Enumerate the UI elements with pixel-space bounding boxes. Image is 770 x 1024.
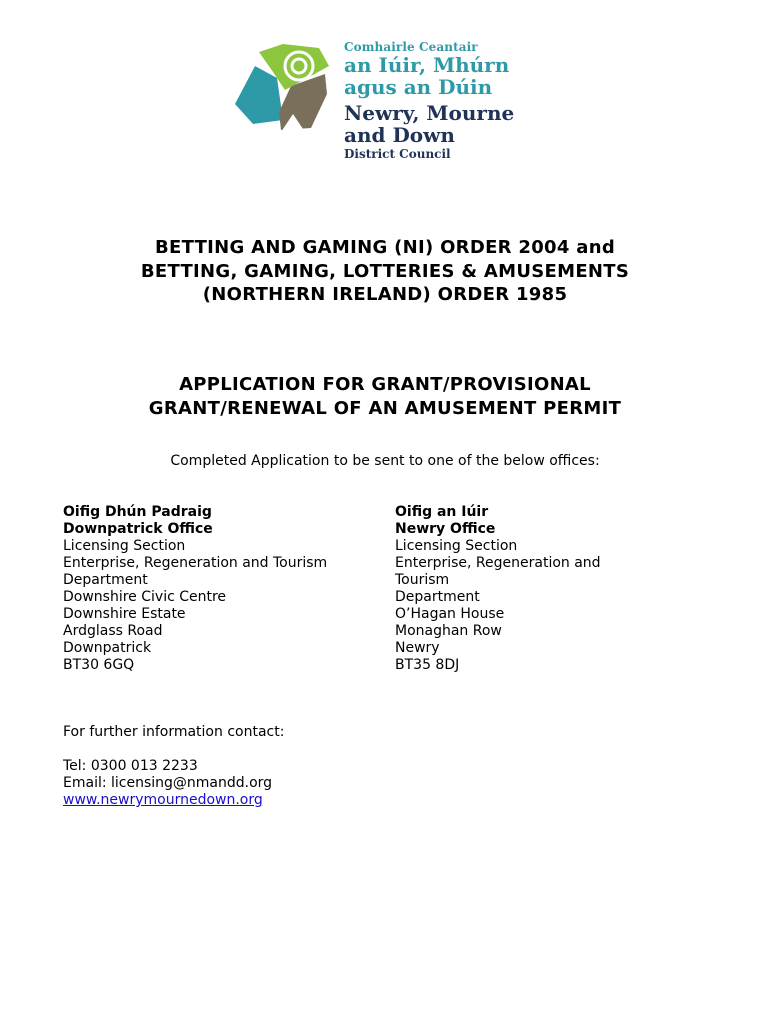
office-name-irish: Oifig Dhún Padraig	[63, 504, 212, 520]
address-line: Ardglass Road	[63, 623, 163, 639]
office-name-irish: Oifig an Iúir	[395, 504, 489, 520]
logo-line-2: an Iúir, Mhúrn	[344, 53, 510, 77]
address-line: Enterprise, Regeneration and Tourism	[63, 555, 328, 571]
legislation-title	[0, 236, 770, 307]
address-line: Licensing Section	[395, 538, 518, 554]
intro-text: Completed Application to be sent to one of the below offices:	[170, 453, 600, 469]
address-line: Licensing Section	[63, 538, 186, 554]
address-line: Newry	[395, 640, 440, 656]
contact-email: Email: licensing@nmandd.org	[63, 775, 273, 791]
application-title-line: APPLICATION FOR GRANT/PROVISIONAL	[179, 374, 591, 395]
website-link[interactable]: www.newrymournedown.org	[63, 792, 263, 808]
downpatrick-office-address	[63, 504, 383, 674]
address-line: BT30 6GQ	[63, 657, 135, 673]
address-line: O’Hagan House	[395, 606, 505, 622]
address-line: Downpatrick	[63, 640, 152, 656]
contact-heading: For further information contact:	[63, 724, 285, 740]
application-title	[0, 373, 770, 420]
address-line: Tourism	[395, 572, 450, 588]
address-line: Department	[63, 572, 148, 588]
office-name-english: Newry Office	[395, 521, 496, 537]
legislation-title-line: BETTING, GAMING, LOTTERIES & AMUSEMENTS	[140, 260, 630, 282]
legislation-title-line: BETTING AND GAMING (NI) ORDER 2004 and	[154, 237, 616, 258]
newry-office-address	[395, 504, 645, 674]
logo-line-5: and Down	[344, 123, 455, 147]
council-emblem-icon	[233, 42, 341, 134]
address-line: Downshire Estate	[63, 606, 186, 622]
council-name	[344, 40, 514, 162]
logo-line-6: District Council	[344, 147, 451, 161]
legislation-title-line: (NORTHERN IRELAND) ORDER 1985	[202, 284, 568, 305]
address-line: Enterprise, Regeneration and	[395, 555, 601, 571]
contact-section	[63, 724, 284, 809]
logo-line-3: agus an Dúin	[344, 75, 493, 99]
address-line: Department	[395, 589, 480, 605]
application-title-line: GRANT/RENEWAL OF AN AMUSEMENT PERMIT	[148, 397, 622, 419]
contact-telephone: Tel: 0300 013 2233	[63, 758, 198, 774]
logo-line-1: Comhairle Ceantair	[344, 40, 478, 54]
address-line: Monaghan Row	[395, 623, 502, 639]
address-line: Downshire Civic Centre	[63, 589, 227, 605]
logo-line-4: Newry, Mourne	[344, 101, 515, 125]
office-name-english: Downpatrick Office	[63, 521, 213, 537]
address-line: BT35 8DJ	[395, 657, 460, 673]
council-logo	[233, 40, 523, 170]
